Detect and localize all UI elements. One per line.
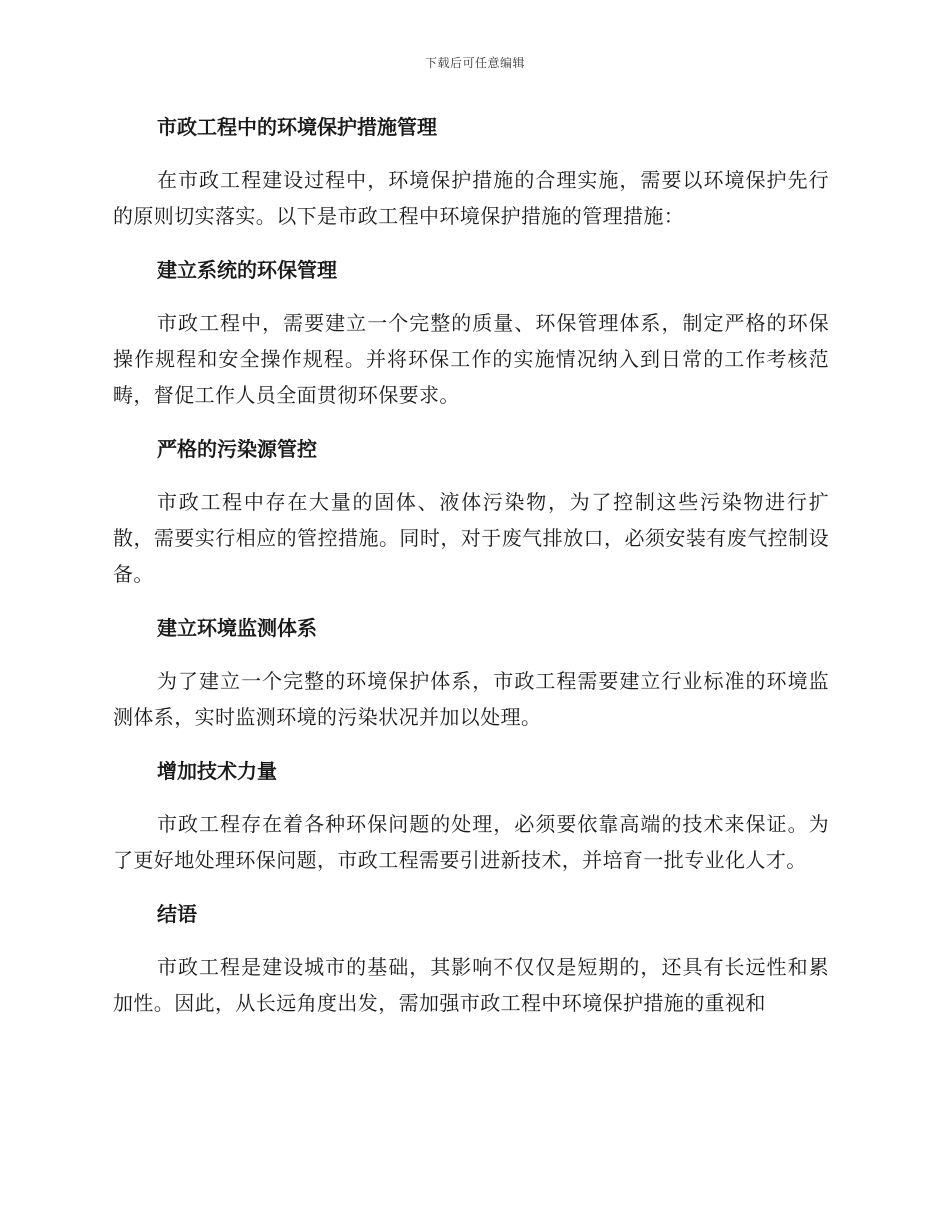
section-paragraph-management-system: 市政工程中，需要建立一个完整的质量、环保管理体系，制定严格的环保操作规程和安全操作规程。并将环保工作的实施情况纳入到日常的工作考核范畴，督促工作人员全面贯彻环保要求。 (113, 311, 829, 407)
section-heading-conclusion: 结语 (157, 902, 197, 926)
intro-paragraph: 在市政工程建设过程中，环境保护措施的合理实施，需要以环境保护先行的原则切实落实。以下是市政工程中环境保护措施的管理措施： (113, 168, 829, 228)
document-title: 市政工程中的环境保护措施管理 (157, 115, 437, 139)
section-heading-monitoring-system: 建立环境监测体系 (157, 616, 317, 640)
section-heading-technical-strength: 增加技术力量 (157, 759, 277, 783)
section-paragraph-monitoring-system: 为了建立一个完整的环境保护体系，市政工程需要建立行业标准的环境监测体系，实时监测环境的污染状况并加以处理。 (113, 669, 829, 729)
section-paragraph-technical-strength: 市政工程存在着各种环保问题的处理，必须要依靠高端的技术来保证。为了更好地处理环保问题，市政工程需要引进新技术，并培育一批专业化人才。 (113, 812, 829, 872)
section-heading-pollution-control: 严格的污染源管控 (157, 437, 317, 461)
section-heading-management-system: 建立系统的环保管理 (157, 258, 337, 282)
section-paragraph-pollution-control: 市政工程中存在大量的固体、液体污染物，为了控制这些污染物进行扩散，需要实行相应的管控措施。同时，对于废气排放口，必须安装有废气控制设备。 (113, 490, 829, 586)
document-body (113, 109, 829, 1021)
header-note: 下载后可任意编辑 (424, 56, 525, 70)
section-paragraph-conclusion: 市政工程是建设城市的基础，其影响不仅仅是短期的，还具有长远性和累加性。因此，从长远角度出发，需加强市政工程中环境保护措施的重视和 (113, 955, 829, 1015)
